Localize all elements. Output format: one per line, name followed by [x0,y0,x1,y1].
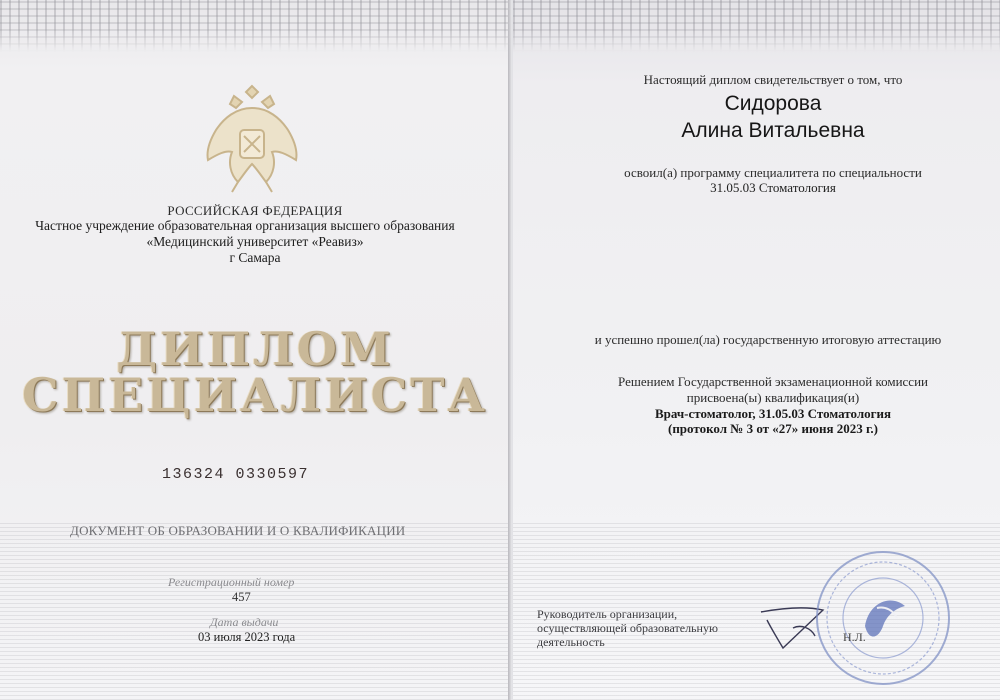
coat-of-arms-icon [198,78,306,196]
serial-number: 136324 0330597 [162,466,310,483]
certification-statement: Настоящий диплом свидетельствует о том, что [643,72,903,87]
qualification-name: Врач-стоматолог, 31.05.03 Стоматология [654,406,892,421]
diploma-title-line1: ДИПЛОМ [116,322,394,376]
qualification-awarded: присвоена(ы) квалификация(и) [686,390,860,405]
head-label-line2: осуществляющей образовательную [537,621,718,635]
head-initials: Н.Л. [843,630,866,644]
guilloche-pattern [513,0,1000,52]
city-name: г Самара [229,250,281,265]
program-statement: освоил(а) программу специалитета по специальности [624,165,922,180]
specialty: 31.05.03 Стоматология [710,180,836,195]
commission-decision: Решением Государственной экзаменационной комиссии [618,374,928,389]
attestation-statement: и успешно прошел(ла) государственную итоговую аттестацию [594,332,942,347]
university-name: «Медицинский университет «Реавиз» [146,234,364,249]
graduate-given-names: Алина Витальевна [681,119,865,142]
registration-number: 457 [232,590,251,604]
issue-date: 03 июля 2023 года [198,630,296,644]
guilloche-pattern [0,0,510,52]
seal-stamp-icon [813,548,953,688]
head-of-organization-label [537,607,747,649]
security-band [0,520,510,700]
right-page [513,0,1000,700]
protocol-reference: (протокол № 3 от «27» июня 2023 г.) [667,421,879,436]
registration-label: Регистрационный номер [168,575,295,589]
document-caption: ДОКУМЕНТ ОБ ОБРАЗОВАНИИ И О КВАЛИФИКАЦИИ [70,523,406,538]
diploma-title-line2: СПЕЦИАЛИСТА [22,368,488,422]
head-label-line1: Руководитель организации, [537,607,678,621]
graduate-surname: Сидорова [724,92,822,115]
head-label-line3: деятельность [537,635,605,649]
organization-type: Частное учреждение образовательная организация высшего образования [35,218,455,233]
issue-date-label: Дата выдачи [210,615,279,629]
country-name: РОССИЙСКАЯ ФЕДЕРАЦИЯ [167,203,343,218]
